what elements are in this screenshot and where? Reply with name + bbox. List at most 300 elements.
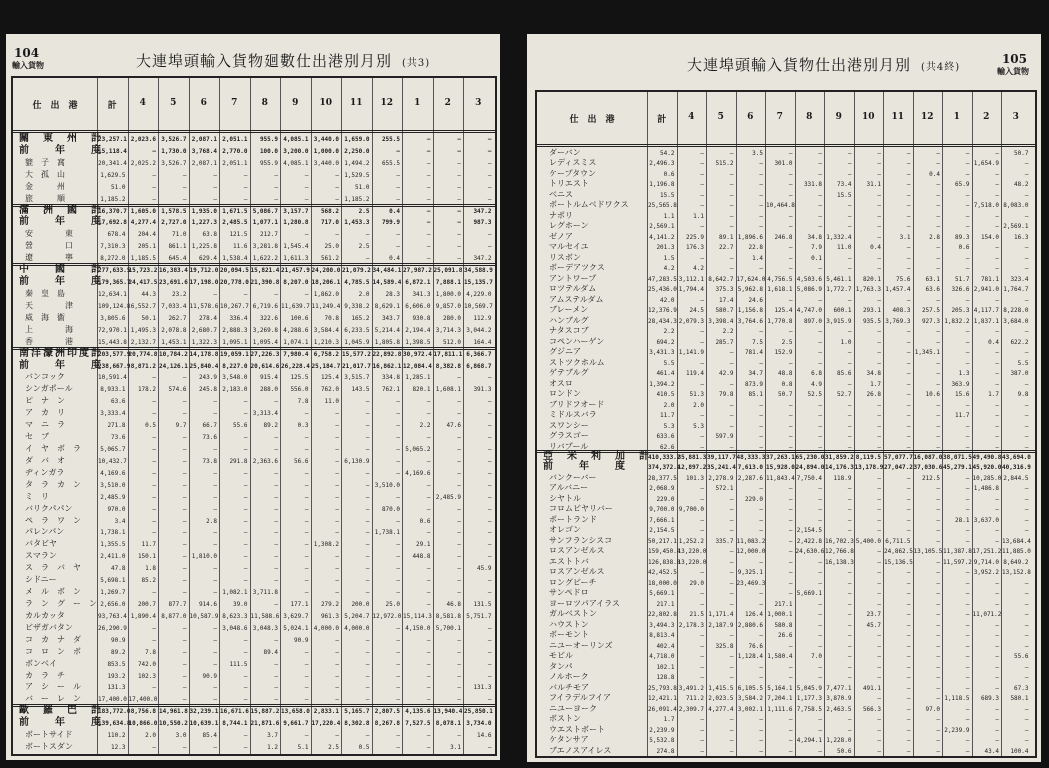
table-cell: 3,398.4 bbox=[708, 317, 734, 325]
table-cell: — bbox=[936, 296, 940, 304]
table-cell: — bbox=[152, 529, 156, 537]
table-cell: 93,763.4 bbox=[98, 612, 127, 620]
table-cell: 27,226.3 bbox=[250, 350, 280, 358]
table-cell: — bbox=[906, 485, 911, 493]
table-cell: — bbox=[213, 624, 217, 632]
table-cell: 8,272.0 bbox=[100, 255, 126, 263]
table-cell: 288.0 bbox=[259, 386, 278, 394]
table-cell: — bbox=[906, 495, 911, 503]
table-cell: 3,870.9 bbox=[826, 695, 852, 703]
table-cell: 102.3 bbox=[137, 672, 156, 680]
table-cell: — bbox=[965, 202, 970, 210]
table-cell: — bbox=[788, 191, 793, 199]
header-origin-port: 仕 出 港 bbox=[569, 115, 615, 125]
table-cell: — bbox=[182, 505, 187, 513]
table-cell: — bbox=[995, 443, 999, 451]
table-cell: — bbox=[213, 589, 217, 597]
header-month-7: 7 bbox=[776, 112, 783, 122]
port-label: バリクパパン bbox=[25, 503, 73, 513]
table-cell: 375.3 bbox=[715, 286, 734, 294]
table-cell: — bbox=[304, 469, 309, 477]
table-cell: — bbox=[1024, 296, 1029, 304]
table-cell: — bbox=[457, 183, 461, 191]
table-cell: 930.8 bbox=[412, 314, 431, 322]
port-label: ニユーヨーク bbox=[549, 703, 597, 713]
table-cell: — bbox=[759, 527, 763, 535]
port-label: 營 口 bbox=[25, 241, 73, 251]
table-cell: 1.4 bbox=[752, 254, 763, 262]
table-cell: 3.7 bbox=[267, 732, 278, 740]
table-cell: 89.2 bbox=[263, 422, 278, 430]
table-cell: 2,496.3 bbox=[649, 160, 675, 168]
table-cell: — bbox=[877, 695, 881, 703]
port-label: ガルベストン bbox=[549, 609, 597, 619]
table-cell: — bbox=[906, 412, 911, 420]
table-cell: 15,821.4 bbox=[250, 267, 280, 275]
table-cell: 262.7 bbox=[168, 314, 187, 322]
table-cell: 561.2 bbox=[320, 255, 339, 263]
table-cell: 8,382.8 bbox=[435, 362, 461, 370]
table-cell: — bbox=[243, 493, 248, 501]
table-cell: — bbox=[365, 684, 370, 692]
table-cell: — bbox=[759, 202, 763, 210]
table-cell: 15,723.2 bbox=[128, 267, 158, 275]
table-cell: — bbox=[818, 422, 822, 430]
table-cell: 2.2 bbox=[722, 328, 734, 336]
table-cell: — bbox=[847, 380, 852, 388]
table-cell: 9,338.2 bbox=[344, 302, 370, 310]
table-cell: 34,588.9 bbox=[464, 267, 493, 275]
header-month-計: 計 bbox=[657, 115, 667, 125]
table-cell: — bbox=[700, 170, 704, 178]
table-cell: 391.3 bbox=[473, 386, 492, 394]
table-cell: — bbox=[877, 590, 881, 598]
table-cell: — bbox=[213, 577, 217, 585]
table-cell: 11.6 bbox=[233, 243, 248, 251]
port-label: ブリドフオード bbox=[549, 399, 605, 409]
table-cell: 8,871.2 bbox=[130, 362, 156, 370]
table-cell: 11.0 bbox=[837, 244, 852, 252]
table-cell: 2,844.5 bbox=[1003, 474, 1029, 482]
table-cell: — bbox=[759, 328, 763, 336]
table-cell: — bbox=[729, 380, 734, 388]
table-cell: — bbox=[788, 716, 793, 724]
table-cell: 4,718.0 bbox=[649, 653, 675, 661]
table-cell: — bbox=[788, 412, 793, 420]
table-cell: — bbox=[906, 422, 911, 430]
table-cell: — bbox=[182, 565, 187, 573]
table-cell: 7.8 bbox=[145, 648, 156, 656]
table-cell: 955.9 bbox=[259, 136, 278, 143]
table-cell: — bbox=[457, 684, 461, 692]
table-cell: 2,569.1 bbox=[649, 223, 675, 231]
table-cell: — bbox=[847, 600, 852, 608]
table-cell: — bbox=[335, 171, 339, 179]
table-cell: 1,185.2 bbox=[344, 195, 370, 203]
table-cell: 150.1 bbox=[137, 553, 156, 561]
table-cell: 90.9 bbox=[111, 636, 126, 644]
table-cell: — bbox=[818, 328, 822, 336]
table-cell: — bbox=[877, 170, 881, 178]
table-cell: 10,866.0 bbox=[128, 720, 158, 728]
table-cell: — bbox=[457, 231, 461, 239]
table-cell: 7.5 bbox=[752, 338, 763, 346]
table-cell: 1,355.5 bbox=[100, 541, 126, 549]
table-cell: — bbox=[182, 696, 187, 704]
table-cell: 24,894.0 bbox=[795, 464, 825, 472]
table-cell: — bbox=[788, 737, 793, 745]
table-cell: 13,684.4 bbox=[1002, 537, 1031, 545]
table-cell: — bbox=[995, 632, 999, 640]
table-cell: 1,611.3 bbox=[283, 255, 309, 263]
table-cell: — bbox=[729, 653, 734, 661]
table-cell: — bbox=[304, 493, 309, 501]
table-cell: — bbox=[965, 359, 970, 367]
table-cell: — bbox=[965, 328, 970, 336]
table-cell: 152.9 bbox=[774, 349, 793, 357]
table-cell: — bbox=[847, 443, 852, 451]
table-cell: 9,857.0 bbox=[435, 302, 461, 310]
port-label: シヤトル bbox=[549, 493, 581, 503]
table-cell: 347.2 bbox=[473, 207, 492, 215]
table-cell: — bbox=[182, 589, 187, 597]
table-cell: 1,896.6 bbox=[737, 233, 763, 241]
table-cell: 0.6 bbox=[663, 170, 675, 178]
table-cell: — bbox=[213, 684, 217, 692]
table-cell: — bbox=[243, 529, 248, 537]
table-cell: — bbox=[487, 553, 492, 561]
table-cell: — bbox=[906, 244, 911, 252]
table-cell: — bbox=[304, 529, 309, 537]
table-cell: — bbox=[457, 481, 461, 489]
table-cell: — bbox=[788, 726, 793, 734]
table-cell: — bbox=[1024, 516, 1029, 524]
table-cell: — bbox=[906, 621, 911, 629]
table-cell: — bbox=[965, 663, 970, 671]
table-cell: — bbox=[213, 696, 217, 704]
table-cell: — bbox=[243, 481, 248, 489]
table-cell: — bbox=[965, 212, 970, 220]
table-cell: — bbox=[700, 443, 704, 451]
table-cell: — bbox=[729, 265, 734, 273]
table-cell: — bbox=[847, 433, 852, 441]
table-cell: — bbox=[304, 291, 309, 298]
table-cell: — bbox=[700, 181, 704, 189]
table-cell: 85.1 bbox=[748, 391, 763, 399]
table-cell: — bbox=[274, 183, 278, 191]
table-cell: — bbox=[335, 732, 339, 740]
table-cell: 26.6 bbox=[778, 632, 793, 640]
table-cell: — bbox=[365, 648, 370, 656]
table-cell: — bbox=[487, 505, 492, 513]
table-cell: 1,398.5 bbox=[405, 338, 431, 346]
table-cell: 14,176.3 bbox=[825, 464, 854, 472]
table-cell: — bbox=[457, 517, 461, 525]
table-cell: — bbox=[788, 401, 793, 409]
table-cell: — bbox=[877, 254, 881, 262]
table-cell: — bbox=[995, 674, 999, 682]
table-cell: 2,132.7 bbox=[130, 338, 156, 346]
table-cell: — bbox=[995, 621, 999, 629]
table-cell: 245.8 bbox=[198, 386, 217, 394]
table-cell: — bbox=[906, 338, 911, 346]
table-cell: 159,450.4 bbox=[648, 548, 681, 556]
table-cell: 1,332.4 bbox=[826, 233, 852, 241]
table-cell: 51.3 bbox=[689, 391, 704, 399]
table-cell: 285.7 bbox=[715, 338, 734, 346]
table-cell: — bbox=[818, 359, 822, 367]
table-cell: — bbox=[365, 672, 370, 680]
table-cell: 43,694.0 bbox=[1002, 454, 1031, 461]
table-cell: — bbox=[700, 600, 704, 608]
table-cell: — bbox=[818, 338, 822, 346]
table-cell: 8,756.8 bbox=[130, 708, 156, 716]
table-cell: 1,494.2 bbox=[344, 159, 370, 167]
table-cell: — bbox=[304, 541, 309, 549]
table-cell: — bbox=[213, 541, 217, 549]
table-cell: 961.3 bbox=[320, 612, 339, 620]
table-cell: 15,887.2 bbox=[250, 708, 280, 716]
table-cell: 97.0 bbox=[925, 705, 940, 713]
table-cell: — bbox=[1024, 663, 1029, 671]
table-cell: 19,712.0 bbox=[189, 267, 219, 275]
table-cell: — bbox=[396, 589, 400, 597]
port-label: 遼 寧 bbox=[25, 253, 73, 263]
table-cell: — bbox=[729, 223, 734, 231]
table-cell: 46.8 bbox=[446, 601, 461, 608]
table-cell: 334.8 bbox=[381, 374, 400, 382]
table-cell: — bbox=[847, 296, 852, 304]
table-cell: 16,138.3 bbox=[825, 558, 854, 566]
port-label: 安 東 bbox=[25, 229, 73, 239]
table-cell: — bbox=[818, 191, 822, 199]
table-cell: — bbox=[274, 505, 278, 513]
table-cell: 8,623.3 bbox=[222, 612, 248, 620]
table-cell: — bbox=[965, 621, 970, 629]
table-cell: 0.4 bbox=[988, 338, 999, 346]
table-cell: 6,552.7 bbox=[130, 302, 156, 310]
table-cell: 23,469.3 bbox=[736, 579, 766, 587]
port-label: 大 孤 山 bbox=[25, 169, 65, 179]
table-cell: 100.4 bbox=[1010, 747, 1029, 755]
table-cell: 50.6 bbox=[837, 747, 852, 755]
table-cell: 63.6 bbox=[925, 286, 940, 294]
table-cell: — bbox=[152, 398, 156, 406]
table-cell: — bbox=[847, 160, 852, 168]
table-cell: — bbox=[965, 537, 970, 545]
table-cell: 8,744.1 bbox=[222, 720, 248, 728]
table-cell: 678.4 bbox=[107, 231, 126, 239]
table-cell: — bbox=[847, 569, 852, 577]
table-cell: 622.2 bbox=[1010, 338, 1029, 346]
table-cell: 24,126.1 bbox=[159, 362, 188, 370]
table-cell: — bbox=[213, 183, 217, 191]
table-cell: — bbox=[365, 493, 370, 501]
table-cell: — bbox=[788, 244, 793, 252]
table-cell: 4,747.0 bbox=[796, 307, 822, 315]
table-cell: — bbox=[936, 191, 940, 199]
table-cell: — bbox=[788, 506, 793, 514]
table-cell: 3,112.1 bbox=[678, 275, 704, 283]
table-cell: 9.7 bbox=[175, 422, 187, 430]
table-cell: — bbox=[1024, 401, 1029, 409]
table-cell: 57,077.7 bbox=[884, 454, 913, 461]
port-label: 秦 皇 島 bbox=[25, 289, 65, 298]
table-cell: 5.3 bbox=[693, 422, 704, 430]
table-cell: 3,952.2 bbox=[973, 569, 999, 577]
table-cell: 2,411.0 bbox=[100, 553, 126, 561]
table-cell: 915.4 bbox=[259, 374, 278, 382]
table-cell: — bbox=[700, 642, 704, 650]
table-cell: 131.5 bbox=[473, 601, 492, 608]
table-cell: 853.5 bbox=[107, 660, 126, 668]
table-cell: 1,082.1 bbox=[222, 589, 248, 597]
table-cell: 3,584.4 bbox=[313, 326, 339, 334]
table-cell: 7,758.5 bbox=[796, 705, 822, 713]
port-label: ア シ ー ル bbox=[25, 682, 81, 692]
port-label: ブエノスアイレス bbox=[549, 745, 612, 755]
port-label: グラスゴー bbox=[549, 431, 589, 441]
table-cell: — bbox=[936, 632, 940, 640]
port-label: タ ラ カ ン bbox=[25, 479, 81, 489]
table-cell: — bbox=[936, 579, 940, 587]
table-cell: 2,485.5 bbox=[222, 219, 248, 227]
table-cell: 243.9 bbox=[198, 374, 217, 382]
table-cell: 255.5 bbox=[381, 136, 400, 143]
table-cell: — bbox=[965, 705, 970, 713]
group-total-label: 前 年 度 bbox=[19, 717, 103, 729]
table-cell: 2,278.9 bbox=[708, 474, 734, 482]
table-cell: 2,078.8 bbox=[161, 326, 187, 334]
port-label: ボートスダン bbox=[25, 742, 73, 752]
table-cell: — bbox=[487, 660, 492, 668]
table-cell: — bbox=[906, 296, 911, 304]
table-cell: 3,805.6 bbox=[100, 314, 126, 322]
table-cell: 556.0 bbox=[290, 386, 309, 394]
table-cell: 30,972.4 bbox=[403, 350, 432, 358]
table-cell: — bbox=[304, 481, 309, 489]
table-cell: — bbox=[457, 732, 461, 740]
table-cell: 1,394.2 bbox=[649, 380, 675, 388]
table-cell: — bbox=[304, 577, 309, 585]
table-cell: 176.3 bbox=[685, 244, 704, 252]
table-cell: — bbox=[487, 410, 492, 418]
table-cell: 20,094.5 bbox=[220, 267, 249, 275]
table-cell: — bbox=[426, 565, 431, 573]
table-cell: 1,453.3 bbox=[344, 219, 370, 227]
table-cell: 2,770.0 bbox=[222, 147, 248, 155]
table-cell: — bbox=[700, 590, 704, 598]
table-cell: — bbox=[457, 147, 461, 155]
table-cell: — bbox=[274, 636, 278, 644]
table-cell: — bbox=[788, 181, 793, 189]
table-cell: 7,613.0 bbox=[737, 464, 763, 472]
table-cell: — bbox=[847, 527, 852, 535]
table-cell: 7,477.1 bbox=[826, 684, 852, 692]
table-cell: — bbox=[818, 212, 822, 220]
table-cell: 10,285.0 bbox=[972, 474, 1002, 482]
table-cell: — bbox=[906, 433, 911, 441]
port-label: リスボン bbox=[549, 252, 581, 262]
table-cell: — bbox=[426, 231, 431, 239]
group-total-label: 前 年 度 bbox=[19, 216, 103, 228]
port-label: ナポリ bbox=[549, 210, 573, 220]
table-cell: 2.0 bbox=[693, 401, 704, 409]
table-cell: — bbox=[965, 223, 970, 231]
table-cell: — bbox=[1024, 328, 1029, 336]
port-label: ヂィンガラ bbox=[25, 467, 65, 477]
header-month-計: 計 bbox=[107, 101, 117, 111]
table-cell: 2,079.3 bbox=[678, 317, 704, 325]
port-label: シンガポール bbox=[25, 384, 73, 394]
table-cell: 154.0 bbox=[980, 233, 999, 241]
port-label: ビザガバタン bbox=[25, 622, 73, 632]
table-cell: 1,659.0 bbox=[344, 136, 370, 143]
table-cell: 3,048.6 bbox=[222, 624, 248, 632]
table-cell: 2.0 bbox=[663, 401, 675, 409]
table-cell: — bbox=[274, 481, 278, 489]
table-cell: — bbox=[965, 254, 970, 262]
table-cell: 85.4 bbox=[202, 732, 217, 740]
table-cell: 11,071.2 bbox=[972, 611, 1002, 619]
table-cell: — bbox=[487, 493, 492, 501]
header-month-12: 12 bbox=[380, 98, 394, 108]
table-cell: — bbox=[457, 255, 461, 263]
table-cell: — bbox=[335, 660, 339, 668]
table-cell: — bbox=[729, 181, 734, 189]
table-cell: 3,515.7 bbox=[344, 374, 370, 382]
table-cell: 5.5 bbox=[1017, 359, 1029, 367]
table-cell: 21,457.9 bbox=[281, 267, 310, 275]
table-cell: 717.0 bbox=[320, 219, 339, 227]
table-cell: 1,578.5 bbox=[161, 207, 187, 215]
table-cell: — bbox=[995, 642, 999, 650]
table-cell: 102.1 bbox=[656, 663, 675, 671]
table-cell: — bbox=[877, 422, 881, 430]
table-cell: — bbox=[274, 672, 278, 680]
table-cell: 90.9 bbox=[202, 672, 217, 680]
port-label: ボートサイド bbox=[25, 730, 73, 740]
header-month-6: 6 bbox=[200, 98, 207, 108]
table-cell: — bbox=[304, 231, 309, 239]
port-label: ハンブルグ bbox=[549, 315, 589, 325]
group-total-label: 滿 洲 國 計 bbox=[19, 204, 103, 216]
table-cell: 5,400.0 bbox=[855, 537, 881, 545]
table-cell: — bbox=[700, 338, 704, 346]
table-cell: 4,169.6 bbox=[405, 469, 431, 477]
table-cell: 322.6 bbox=[259, 314, 278, 322]
table-cell: — bbox=[152, 171, 156, 179]
table-cell: — bbox=[936, 747, 940, 755]
port-label: モビル bbox=[549, 651, 573, 661]
table-cell: 2,187.9 bbox=[708, 621, 734, 629]
table-cell: 3.5 bbox=[752, 150, 763, 157]
table-cell: — bbox=[274, 601, 278, 608]
table-cell: — bbox=[995, 537, 999, 545]
table-cell: 1,185.2 bbox=[100, 195, 126, 203]
port-label: ヨーロツパアイラス bbox=[549, 598, 620, 608]
table-cell: 1,045.9 bbox=[344, 338, 370, 346]
table-cell: 201.3 bbox=[656, 244, 675, 252]
table-cell: — bbox=[995, 590, 999, 598]
table-cell: — bbox=[818, 674, 822, 682]
table-cell: 1,280.8 bbox=[283, 219, 309, 227]
table-cell: — bbox=[995, 370, 999, 378]
table-cell: 2,023.5 bbox=[708, 695, 734, 703]
table-cell: — bbox=[847, 495, 852, 503]
table-cell: — bbox=[213, 493, 217, 501]
table-cell: 2,656.0 bbox=[100, 601, 126, 608]
